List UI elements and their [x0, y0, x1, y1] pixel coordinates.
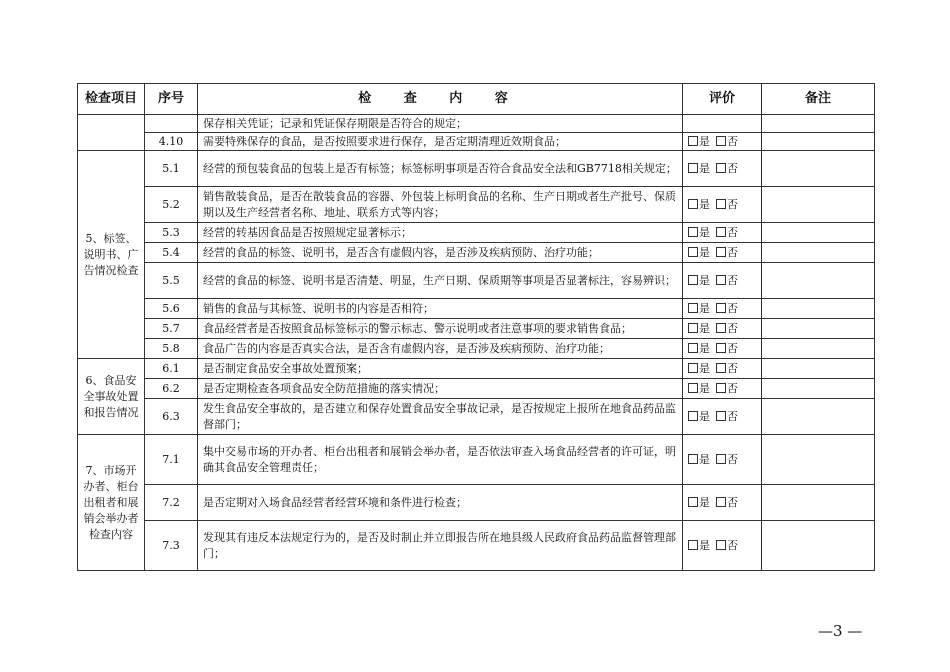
option-label: 是	[699, 134, 710, 148]
eval-cell	[683, 435, 762, 485]
checkbox-icon[interactable]	[716, 227, 726, 237]
checkbox-icon[interactable]	[716, 303, 726, 313]
option-yes[interactable]	[688, 410, 710, 423]
option-no[interactable]	[716, 453, 738, 466]
row-no: 5.4	[145, 243, 198, 263]
checkbox-icon[interactable]	[688, 363, 698, 373]
option-label: 是	[699, 538, 710, 552]
checkbox-icon[interactable]	[688, 275, 698, 285]
group-label-5: 5、标签、说明书、广告情况检查	[78, 151, 145, 359]
row-no: 6.3	[145, 399, 198, 435]
option-label: 是	[699, 301, 710, 315]
table-row	[78, 339, 875, 359]
checkbox-icon[interactable]	[716, 199, 726, 209]
option-label: 否	[727, 361, 738, 375]
row-content: 集中交易市场的开办者、柜台出租者和展销会举办者，是否依法审查入场食品经营者的许可证，明确其食品安全管理责任；	[198, 435, 683, 485]
row-content: 经营的转基因食品是否按照规定显著标示；	[198, 223, 683, 243]
eval-cell	[683, 243, 762, 263]
row-no	[145, 115, 198, 133]
row-no: 5.5	[145, 263, 198, 299]
header-note: 备注	[762, 84, 875, 115]
checkbox-icon[interactable]	[716, 343, 726, 353]
row-no: 5.7	[145, 319, 198, 339]
row-content: 经营的预包装食品的包装上是否有标签；标签标明事项是否符合食品安全法和GB7718相关规定；	[198, 151, 683, 187]
checkbox-icon[interactable]	[716, 163, 726, 173]
checkbox-icon[interactable]	[688, 343, 698, 353]
option-label: 是	[699, 495, 710, 509]
table-row	[78, 263, 875, 299]
option-no[interactable]	[716, 226, 738, 239]
option-label: 否	[727, 134, 738, 148]
note-cell[interactable]	[762, 133, 875, 151]
group-label-6: 6、食品安全事故处置和报告情况	[78, 359, 145, 435]
eval-cell	[683, 299, 762, 319]
option-label: 是	[699, 409, 710, 423]
checkbox-icon[interactable]	[688, 383, 698, 393]
option-yes[interactable]	[688, 362, 710, 375]
option-no[interactable]	[716, 274, 738, 287]
checkbox-icon[interactable]	[688, 303, 698, 313]
eval-cell	[683, 319, 762, 339]
note-cell[interactable]	[762, 485, 875, 521]
option-label: 否	[727, 452, 738, 466]
option-label: 是	[699, 161, 710, 175]
option-yes[interactable]	[688, 274, 710, 287]
option-no[interactable]	[716, 382, 738, 395]
table-row	[78, 435, 875, 485]
option-label: 否	[727, 538, 738, 552]
group-cell-continued	[78, 115, 145, 151]
row-content: 食品经营者是否按照食品标签标示的警示标志、警示说明或者注意事项的要求销售食品；	[198, 319, 683, 339]
option-no[interactable]	[716, 539, 738, 552]
option-label: 是	[699, 197, 710, 211]
note-cell[interactable]	[762, 521, 875, 571]
checkbox-icon[interactable]	[716, 247, 726, 257]
option-yes[interactable]	[688, 302, 710, 315]
eval-cell	[683, 223, 762, 243]
checkbox-icon[interactable]	[688, 227, 698, 237]
option-label: 否	[727, 225, 738, 239]
option-label: 否	[727, 409, 738, 423]
option-label: 是	[699, 381, 710, 395]
option-label: 是	[699, 341, 710, 355]
option-label: 否	[727, 321, 738, 335]
eval-cell	[683, 399, 762, 435]
row-content: 是否定期对入场食品经营者经营环境和条件进行检查；	[198, 485, 683, 521]
row-no: 6.2	[145, 379, 198, 399]
row-content: 销售的食品与其标签、说明书的内容是否相符；	[198, 299, 683, 319]
option-yes[interactable]	[688, 198, 710, 211]
row-no: 7.1	[145, 435, 198, 485]
row-content: 是否定期检查各项食品安全防范措施的落实情况；	[198, 379, 683, 399]
option-yes[interactable]	[688, 246, 710, 259]
table-row	[78, 133, 875, 151]
option-label: 是	[699, 225, 710, 239]
checkbox-icon[interactable]	[688, 454, 698, 464]
checkbox-icon[interactable]	[688, 540, 698, 550]
table-row	[78, 379, 875, 399]
option-no[interactable]	[716, 246, 738, 259]
table-row	[78, 319, 875, 339]
checkbox-icon[interactable]	[716, 136, 726, 146]
table-row	[78, 243, 875, 263]
header-item: 检查项目	[78, 84, 145, 115]
option-no[interactable]	[716, 198, 738, 211]
eval-cell	[683, 359, 762, 379]
eval-cell	[683, 521, 762, 571]
option-label: 否	[727, 273, 738, 287]
note-cell[interactable]	[762, 115, 875, 133]
eval-cell	[683, 379, 762, 399]
option-no[interactable]	[716, 135, 738, 148]
option-yes[interactable]	[688, 162, 710, 175]
note-cell[interactable]	[762, 435, 875, 485]
inspection-table	[77, 83, 875, 571]
option-label: 否	[727, 495, 738, 509]
note-cell[interactable]	[762, 339, 875, 359]
note-cell[interactable]	[762, 399, 875, 435]
eval-cell	[683, 115, 762, 133]
row-no: 5.3	[145, 223, 198, 243]
option-no[interactable]	[716, 496, 738, 509]
option-yes[interactable]	[688, 135, 710, 148]
row-no: 5.1	[145, 151, 198, 187]
eval-cell	[683, 151, 762, 187]
header-eval: 评价	[683, 84, 762, 115]
checkbox-icon[interactable]	[688, 411, 698, 421]
row-no: 5.2	[145, 187, 198, 223]
page-number: —3 —	[818, 622, 863, 640]
header-no: 序号	[145, 84, 198, 115]
checkbox-icon[interactable]	[688, 163, 698, 173]
option-label: 是	[699, 273, 710, 287]
note-cell[interactable]	[762, 299, 875, 319]
table-row	[78, 399, 875, 435]
note-cell[interactable]	[762, 359, 875, 379]
row-content: 发生食品安全事故的，是否建立和保存处置食品安全事故记录，是否按规定上报所在地食品药品监督部门；	[198, 399, 683, 435]
checkbox-icon[interactable]	[716, 411, 726, 421]
table-row	[78, 187, 875, 223]
option-yes[interactable]	[688, 382, 710, 395]
option-no[interactable]	[716, 342, 738, 355]
option-no[interactable]	[716, 410, 738, 423]
option-label: 是	[699, 452, 710, 466]
checkbox-icon[interactable]	[716, 363, 726, 373]
row-no: 5.8	[145, 339, 198, 359]
option-label: 是	[699, 245, 710, 259]
option-no[interactable]	[716, 362, 738, 375]
note-cell[interactable]	[762, 379, 875, 399]
note-cell[interactable]	[762, 243, 875, 263]
table-row	[78, 521, 875, 571]
checkbox-icon[interactable]	[688, 247, 698, 257]
row-content: 发现其有违反本法规定行为的，是否及时制止并立即报告所在地县级人民政府食品药品监督管理部门；	[198, 521, 683, 571]
note-cell[interactable]	[762, 187, 875, 223]
option-label: 否	[727, 301, 738, 315]
checkbox-icon[interactable]	[716, 454, 726, 464]
header-row	[78, 84, 875, 115]
row-content: 是否制定食品安全事故处置预案；	[198, 359, 683, 379]
option-yes[interactable]	[688, 539, 710, 552]
row-no: 7.3	[145, 521, 198, 571]
row-content: 销售散装食品，是否在散装食品的容器、外包装上标明食品的名称、生产日期或者生产批号、保质期以及生产经营者名称、地址、联系方式等内容；	[198, 187, 683, 223]
row-no: 6.1	[145, 359, 198, 379]
option-yes[interactable]	[688, 496, 710, 509]
checkbox-icon[interactable]	[716, 497, 726, 507]
table-row	[78, 151, 875, 187]
table-row	[78, 299, 875, 319]
option-label: 否	[727, 197, 738, 211]
eval-cell	[683, 485, 762, 521]
row-content: 食品广告的内容是否真实合法，是否含有虚假内容，是否涉及疾病预防、治疗功能；	[198, 339, 683, 359]
row-content: 保存相关凭证；记录和凭证保存期限是否符合的规定；	[198, 115, 683, 133]
row-no: 5.6	[145, 299, 198, 319]
checkbox-icon[interactable]	[688, 323, 698, 333]
option-no[interactable]	[716, 302, 738, 315]
table-row	[78, 223, 875, 243]
header-content: 检 查 内 容	[198, 84, 683, 115]
option-label: 否	[727, 341, 738, 355]
option-yes[interactable]	[688, 322, 710, 335]
eval-cell	[683, 133, 762, 151]
note-cell[interactable]	[762, 319, 875, 339]
table-row	[78, 115, 875, 133]
option-label: 否	[727, 381, 738, 395]
checkbox-icon[interactable]	[716, 323, 726, 333]
checkbox-icon[interactable]	[688, 497, 698, 507]
checkbox-icon[interactable]	[716, 383, 726, 393]
row-content: 经营的食品的标签、说明书，是否含有虚假内容，是否涉及疾病预防、治疗功能；	[198, 243, 683, 263]
eval-cell	[683, 263, 762, 299]
option-yes[interactable]	[688, 453, 710, 466]
row-no: 7.2	[145, 485, 198, 521]
checkbox-icon[interactable]	[688, 199, 698, 209]
eval-cell	[683, 339, 762, 359]
group-label-7: 7、市场开办者、柜台出租者和展销会举办者检查内容	[78, 435, 145, 571]
row-content: 需要特殊保存的食品，是否按照要求进行保存，是否定期清理近效期食品；	[198, 133, 683, 151]
option-no[interactable]	[716, 322, 738, 335]
table-row	[78, 359, 875, 379]
checkbox-icon[interactable]	[716, 540, 726, 550]
option-label: 是	[699, 361, 710, 375]
note-cell[interactable]	[762, 151, 875, 187]
checkbox-icon[interactable]	[716, 275, 726, 285]
option-no[interactable]	[716, 162, 738, 175]
option-label: 否	[727, 245, 738, 259]
note-cell[interactable]	[762, 263, 875, 299]
note-cell[interactable]	[762, 223, 875, 243]
option-yes[interactable]	[688, 342, 710, 355]
option-label: 是	[699, 321, 710, 335]
eval-cell	[683, 187, 762, 223]
table-row	[78, 485, 875, 521]
option-label: 否	[727, 161, 738, 175]
row-content: 经营的食品的标签、说明书是否清楚、明显，生产日期、保质期等事项是否显著标注，容易辨识；	[198, 263, 683, 299]
checkbox-icon[interactable]	[688, 136, 698, 146]
row-no: 4.10	[145, 133, 198, 151]
option-yes[interactable]	[688, 226, 710, 239]
